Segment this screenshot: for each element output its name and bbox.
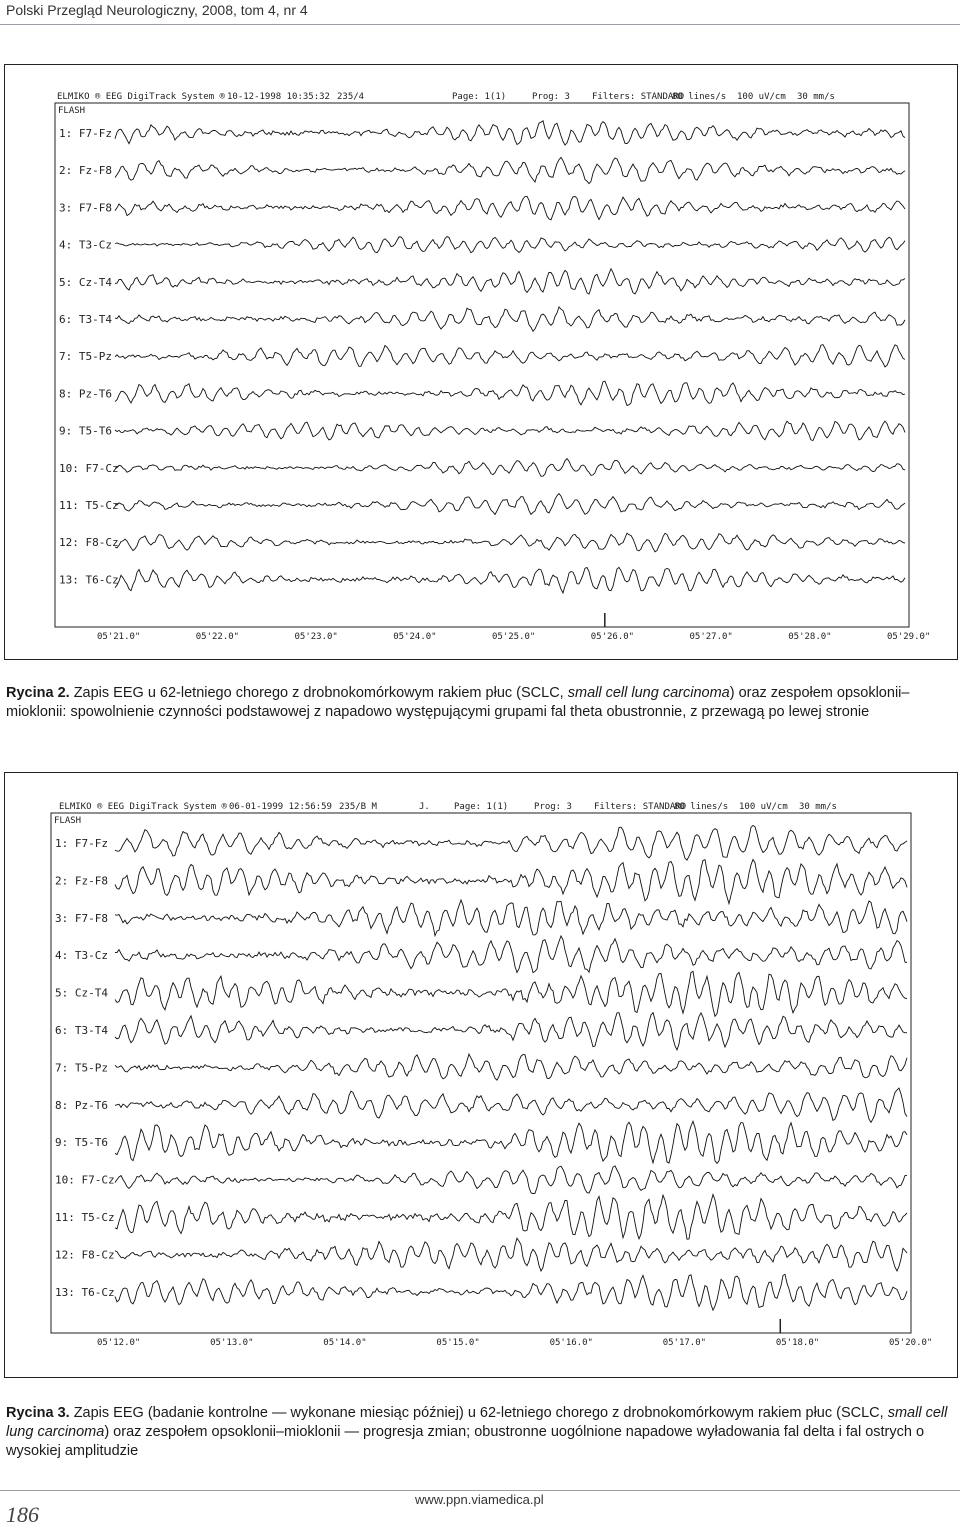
- eeg-channel-label: 5: Cz-T4: [59, 275, 112, 289]
- eeg-date: 10-12-1998 10:35:32: [227, 92, 330, 102]
- eeg-time-label: 05'17.0": [662, 1338, 707, 1348]
- eeg-trace: [115, 459, 905, 477]
- eeg-system-label: ELMIKO ® EEG DigiTrack System ®: [57, 92, 225, 102]
- caption-text: Zapis EEG (badanie kontrolne — wykonane miesiąc później) u 62-letniego chorego z drobnokomórkowym rakiem płuc (SCLC,: [69, 1405, 888, 1421]
- eeg-time-label: 05'28.0": [788, 632, 832, 642]
- eeg-record-id: 235/B M: [339, 802, 377, 812]
- eeg-time-label: 05'12.0": [97, 1338, 141, 1348]
- eeg-time-label: 05'14.0": [323, 1338, 367, 1348]
- eeg-channel-label: 7: T5-Pz: [59, 350, 112, 364]
- eeg-channel-label: 5: Cz-T4: [55, 986, 108, 1000]
- eeg-flash-label: FLASH: [58, 106, 86, 116]
- caption-label: Rycina 2.: [6, 685, 70, 701]
- eeg-channel-label: 1: F7-Fz: [55, 837, 108, 850]
- eeg-channel-label: 9: T5-T6: [55, 1136, 108, 1150]
- eeg-trace: [115, 307, 905, 331]
- eeg-time-label: 05'24.0": [393, 632, 437, 642]
- eeg-speed: 30 mm/s: [797, 92, 835, 102]
- eeg-date: 06-01-1999 12:56:59: [229, 802, 332, 812]
- figure-caption-2: [6, 1404, 954, 1461]
- eeg-trace: [115, 269, 905, 294]
- eeg-channel-label: 12: F8-Cz: [55, 1248, 115, 1262]
- page-number: 186: [6, 1502, 39, 1527]
- footer-url: www.ppn.viamedica.pl: [415, 1492, 544, 1507]
- eeg-channel-label: 11: T5-Cz: [55, 1211, 115, 1224]
- eeg-channel-label: 4: T3-Cz: [55, 949, 108, 963]
- eeg-trace: [115, 936, 907, 973]
- eeg-plot-1: [5, 65, 957, 659]
- caption-text: ) oraz zespołem opsoklonii–mioklonii: spowolnienie czynności podstawowej z napadowo występującymi grupami fal theta obustronnie, z przewagą po lewej stronie: [6, 685, 910, 720]
- eeg-channel-label: 8: Pz-T6: [59, 387, 112, 401]
- eeg-trace: [115, 533, 905, 552]
- eeg-speed: 30 mm/s: [799, 802, 837, 812]
- eeg-record-id: 235/4: [337, 92, 365, 102]
- eeg-channel-label: 10: F7-Cz: [59, 461, 119, 475]
- eeg-time-label: 05'26.0": [590, 632, 635, 642]
- eeg-channel-label: 10: F7-Cz: [55, 1173, 115, 1187]
- eeg-marker: J.: [419, 802, 430, 812]
- eeg-trace: [115, 1274, 907, 1310]
- eeg-system-label: ELMIKO ® EEG DigiTrack System ®: [59, 802, 227, 812]
- eeg-trace: [115, 1013, 907, 1050]
- eeg-time-label: 05'18.0": [775, 1338, 820, 1348]
- eeg-channel-label: 13: T6-Cz: [55, 1285, 115, 1299]
- eeg-filters: Filters: STANDARD: [592, 92, 685, 102]
- eeg-time-label: 05'15.0": [436, 1338, 480, 1348]
- eeg-lines: 80 lines/s: [672, 92, 727, 102]
- eeg-channel-label: 1: F7-Fz: [59, 127, 112, 140]
- eeg-channel-label: 2: Fz-F8: [55, 874, 108, 888]
- eeg-time-label: 05'29.0": [887, 632, 931, 642]
- caption-italic: small cell lung carcinoma: [567, 685, 730, 701]
- eeg-trace: [115, 1088, 907, 1122]
- eeg-trace: [115, 1121, 907, 1163]
- eeg-prog: Prog: 3: [534, 802, 572, 812]
- eeg-channel-label: 6: T3-T4: [55, 1024, 108, 1037]
- eeg-time-label: 05'22.0": [195, 632, 240, 642]
- eeg-sensitivity: 100 uV/cm: [739, 802, 788, 812]
- eeg-channel-label: 2: Fz-F8: [59, 164, 112, 178]
- eeg-channel-label: 9: T5-T6: [59, 424, 112, 438]
- eeg-time-label: 05'25.0": [492, 632, 536, 642]
- eeg-trace: [115, 567, 905, 593]
- eeg-page: Page: 1(1): [454, 802, 509, 812]
- eeg-trace: [115, 237, 905, 253]
- eeg-time-label: 05'23.0": [294, 632, 338, 642]
- eeg-trace: [115, 1238, 907, 1271]
- caption-label: Rycina 3.: [6, 1405, 70, 1421]
- eeg-trace: [115, 900, 907, 936]
- eeg-channel-label: 8: Pz-T6: [55, 1098, 108, 1112]
- eeg-filters: Filters: STANDARD: [594, 802, 687, 812]
- eeg-plot-2: [5, 773, 957, 1377]
- eeg-channel-label: 11: T5-Cz: [59, 499, 119, 512]
- eeg-page: Page: 1(1): [452, 92, 507, 102]
- eeg-trace: [115, 1195, 907, 1240]
- figure-eeg-2: [4, 772, 958, 1378]
- caption-text: Zapis EEG u 62-letniego chorego z drobnokomórkowym rakiem płuc (SCLC,: [69, 685, 568, 701]
- footer-rule: [0, 1490, 960, 1491]
- eeg-sensitivity: 100 uV/cm: [737, 92, 786, 102]
- eeg-trace: [115, 494, 905, 515]
- header-rule: [0, 24, 960, 25]
- eeg-channel-label: 12: F8-Cz: [59, 536, 119, 550]
- eeg-trace: [115, 381, 905, 405]
- eeg-trace: [115, 971, 907, 1016]
- eeg-trace: [115, 345, 905, 367]
- caption-text: ) oraz zespołem opsoklonii–mioklonii — progresja zmian; obustronne uogólnione napadowe wyładowania fal delta i fal ostrych o wysokiej amplitudzie: [6, 1424, 925, 1459]
- eeg-channel-label: 7: T5-Pz: [55, 1061, 108, 1075]
- eeg-trace: [115, 860, 907, 904]
- eeg-lines: 80 lines/s: [674, 802, 729, 812]
- eeg-trace: [115, 825, 907, 860]
- eeg-trace: [115, 1166, 907, 1194]
- eeg-channel-label: 13: T6-Cz: [59, 573, 119, 587]
- eeg-trace: [115, 157, 905, 183]
- eeg-time-label: 05'21.0": [97, 632, 141, 642]
- eeg-flash-label: FLASH: [54, 816, 82, 826]
- eeg-trace: [115, 196, 905, 220]
- figure-caption-1: [6, 684, 954, 722]
- running-head: Polski Przegląd Neurologiczny, 2008, tom 4, nr 4: [6, 2, 308, 18]
- eeg-trace: [115, 1054, 907, 1080]
- eeg-time-label: 05'20.0": [889, 1338, 933, 1348]
- eeg-trace: [115, 421, 905, 440]
- caption-italic: small cell lung carcinoma: [6, 1405, 948, 1440]
- eeg-time-label: 05'16.0": [549, 1338, 593, 1348]
- eeg-plot-frame: [55, 103, 909, 627]
- eeg-channel-label: 3: F7-F8: [59, 201, 112, 215]
- eeg-time-label: 05'27.0": [689, 632, 733, 642]
- eeg-trace: [115, 121, 905, 145]
- eeg-prog: Prog: 3: [532, 92, 570, 102]
- figure-eeg-1: [4, 64, 958, 660]
- eeg-time-label: 05'13.0": [210, 1338, 254, 1348]
- eeg-channel-label: 6: T3-T4: [59, 313, 112, 326]
- eeg-channel-label: 4: T3-Cz: [59, 238, 112, 252]
- eeg-channel-label: 3: F7-F8: [55, 911, 108, 925]
